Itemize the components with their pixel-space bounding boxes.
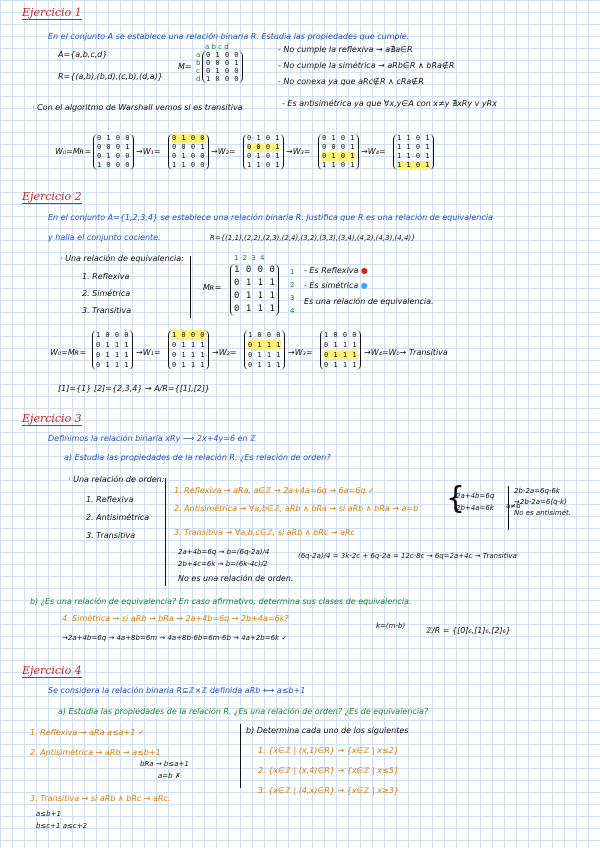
ej3-qb: b) ¿Es una relación de equivalencia? En caso afirmativo, determina sus clases de equivalencia. — [30, 597, 412, 606]
ej3-qa: a) Estudia las propiedades de la relación R. ¿Es relación de orden? — [64, 453, 331, 462]
ej2-matrix-w3: 1 0 0 0 0 1 1 1 0 1 1 1 0 1 1 1 — [320, 330, 361, 370]
ej3-concl: No es una relación de orden. — [178, 574, 294, 583]
ej1-w1-label: →W₁= — [136, 147, 161, 156]
ej3-quotient: ℤ/R = {[0]₆,[1]₆,[2]₆} — [426, 626, 511, 635]
ej3-sys1: 2a+4b=6q 2b+4a=6k — [456, 492, 495, 512]
ej2-divider — [190, 256, 191, 318]
ej2-check-3: Es una relación de equivalencia. — [304, 297, 434, 306]
ej3-statement: Definimos la relación binaria xRy ⟶ 2x+4y=6̇ en ℤ — [48, 434, 257, 443]
ej4-b1: 1. {x∈ℤ | (x,1)∈R} → {x∈ℤ | x≤2} — [258, 746, 399, 755]
ej4-p2c: a=b ✗ — [158, 772, 181, 780]
ej3-aneb: a≠b — [506, 502, 521, 510]
ej4-statement: Se considera la relación binaria R⊆ℤ×ℤ definida aRb ⟷ a≤b+1 — [48, 686, 306, 695]
ej3-p4a: 4. Simétrica → si aRb → bRa → 2a+4b=6q → 2b+4a=6k? — [62, 614, 289, 623]
ej3-p2: 2. Antisimétrica → ∀a,b∈ℤ, aRb ∧ bRa → si aRb ∧ bRa → a=b — [174, 504, 419, 513]
ej3-p3: 3. Transitiva → ∀a,b,c∈ℤ, si aRb ∧ bRc → aRc — [174, 528, 355, 537]
ej3-brace-1: { — [446, 481, 466, 516]
ej1-title: Ejercicio 1 — [22, 6, 82, 19]
ej2-m-rowlabels: 1 2 3 4 — [290, 268, 295, 315]
ej2-w1-label: →W₁= — [136, 348, 161, 357]
ej2-list-3: 3. Transitiva — [82, 306, 132, 315]
ej1-prop-3: - No conexa ya que aRc∉R ∧ cRa∉R — [278, 77, 424, 86]
ej2-w0-label: W₀=Mʀ= — [50, 348, 87, 357]
ej2-w2-label: →W₂= — [212, 348, 237, 357]
ej4-title: Ejercicio 4 — [22, 664, 82, 677]
red-dot-icon: ● — [360, 266, 368, 275]
ej1-w3-label: →W₃= — [286, 147, 311, 156]
ej4-p2b: bRa → b≤a+1 — [140, 760, 189, 768]
ej2-w4-label: →W₄=W₀→ Transitiva — [364, 348, 448, 357]
ej1-prop-1: - No cumple la reflexiva → a∄a∈R — [278, 45, 413, 54]
ej1-w0-label: W₀=Mʀ= — [55, 147, 92, 156]
blue-dot-icon: ● — [360, 281, 368, 290]
ej4-p1: 1. Reflexiva → aRa a≤a+1 ✓ — [30, 728, 145, 737]
ej1-antisim: - Es antisimétrica ya que ∀x,y∈A con x≠y ∄xRy v yRx — [282, 99, 497, 108]
ej4-divider — [240, 724, 241, 788]
ej1-matrix-m: 0 1 0 0 0 0 0 1 0 1 0 0 1 0 0 0 — [202, 51, 243, 83]
ej3-p4b: →2a+4b=6q → 4a+8b=6m → 4a+8b-6b=6m-6b → 4a+2b=6k ✓ — [62, 634, 288, 642]
ej1-matrix-w1: 0 1 0 0 0 0 0 1 0 1 0 0 1 1 0 0 — [168, 134, 209, 170]
ej1-matrix-w2: 0 1 0 1 0 0 0 1 0 1 0 1 1 1 0 1 — [243, 134, 284, 170]
ej1-matrix-w3: 0 1 0 1 0 0 0 1 0 1 0 1 1 1 0 1 — [318, 134, 359, 170]
ej3-divider-2 — [508, 486, 509, 530]
ej3-list-2: 2. Antisimétrica — [86, 513, 150, 522]
ej2-m-label: Mʀ= — [203, 283, 222, 292]
ej4-p2: 2. Antisimétrica → aRb → a≤b+1 — [30, 748, 161, 757]
ej3-orden-title: · Una relación de orden: — [68, 475, 165, 484]
ej2-check-2: - Es simétrica ● — [304, 281, 368, 290]
ej2-statement-1: En el conjunto A={1,2,3,4} se establece una relación binaria R. Justifica que R es una relación de equivalencia — [48, 213, 493, 222]
ej3-title: Ejercicio 3 — [22, 412, 82, 425]
ej2-m-cols: 1 2 3 4 — [234, 254, 266, 262]
ej2-matrix-m: 1 0 0 0 0 1 1 1 0 1 1 1 0 1 1 1 — [230, 264, 279, 316]
ej2-matrix-w0: 1 0 0 0 0 1 1 1 0 1 1 1 0 1 1 1 — [92, 330, 133, 370]
ej4-qb: b) Determina cada uno de los siguientes — [246, 726, 409, 735]
ej4-p3c: b≤c+1 a≤c+2 — [36, 822, 88, 830]
ej1-matrix-w0: 0 1 0 0 0 0 0 1 0 1 0 0 1 0 0 0 — [93, 134, 134, 170]
ej2-check-1: - Es Reflexiva ● — [304, 266, 368, 275]
ej1-m-rowlabels: a b c d — [196, 51, 201, 83]
ej3-res1: 2b-2a=6q-6k →2b-2a=6(q-k) No es antisimét. — [514, 487, 572, 517]
ej1-prop-2: - No cumple la simétrica → aRb∈R ∧ bRa∉R — [278, 61, 455, 70]
ej1-set-a: A={a,b,c,d} — [58, 50, 108, 59]
ej2-matrix-w2: 1 0 0 0 0 1 1 1 0 1 1 1 0 1 1 1 — [244, 330, 285, 370]
ej3-list-1: 1. Reflexiva — [86, 495, 134, 504]
ej3-p1: 1. Reflexiva → aRa, a∈ℤ → 2a+4a=6q → 6a=6q ✓ — [174, 486, 375, 495]
ej1-w4-label: →W₄= — [361, 147, 386, 156]
ej2-list-1: 1. Reflexiva — [82, 272, 130, 281]
ej1-w2-label: →W₂= — [211, 147, 236, 156]
ej3-p4c: k=(m-b) — [376, 622, 406, 630]
ej2-set-r: R={(1,1),(2,2),(2,3),(2,4),(3,2),(3,3),(3,4),(4,2),(4,3),(4,4)} — [210, 234, 416, 242]
ej1-matrix-w4: 1 1 0 1 1 1 0 1 1 1 0 1 1 1 0 1 — [393, 134, 434, 170]
ej1-m-label: M= — [178, 62, 192, 71]
ej2-statement-2: y halla el conjunto cociente. — [48, 233, 161, 242]
ej3-sys2: 2a+4b=6q → b=(6q-2a)/4 2b+4c=6k → b=(6k-4c)/2 — [178, 548, 270, 568]
ej1-statement: En el conjunto A se establece una relación binaria R. Estudia las propiedades que cumple. — [48, 32, 410, 41]
ej1-m-cols: a b c d — [205, 43, 229, 51]
ej2-matrix-w1: 1 0 0 0 0 1 1 1 0 1 1 1 0 1 1 1 — [168, 330, 209, 370]
ej3-list-3: 3. Transitiva — [86, 531, 136, 540]
ej4-p3b: a≤b+1 — [36, 810, 61, 818]
ej4-b2: 2. {x∈ℤ | (x,4)∈R} → {x∈ℤ | x≤5} — [258, 766, 399, 775]
ej1-warshall: · Con el algoritmo de Warshall vemos si es transitiva — [32, 103, 243, 112]
ej1-set-r: R={(a,b),(b,d),(c,b),(d,a)} — [58, 72, 163, 81]
ej4-p3: 3. Transitiva → si aRb ∧ bRc → aRc. — [30, 794, 171, 803]
ej2-equiv-title: · Una relación de equivalencia: — [60, 254, 184, 263]
ej4-qa: a) Estudia las propiedades de la relación R. ¿Es una relación de orden? ¿Es de equivalencia? — [58, 707, 429, 716]
ej2-w3-label: →W₃= — [288, 348, 313, 357]
ej2-list-2: 2. Simétrica — [82, 289, 131, 298]
ej3-divider — [165, 478, 166, 586]
ej3-eq: (6q-2a)/4 = 3k-2c + 6q-2a = 12c-8c → 6q=2a+4c → Transitiva — [298, 552, 517, 560]
ej2-title: Ejercicio 2 — [22, 190, 82, 203]
ej2-classes: [1]={1} [2]={2,3,4} → A/R={[1],[2]} — [58, 384, 211, 393]
ej4-b3: 3. {x∈ℤ | (4,x)∈R} → {x∈ℤ | x≥3} — [258, 786, 399, 795]
